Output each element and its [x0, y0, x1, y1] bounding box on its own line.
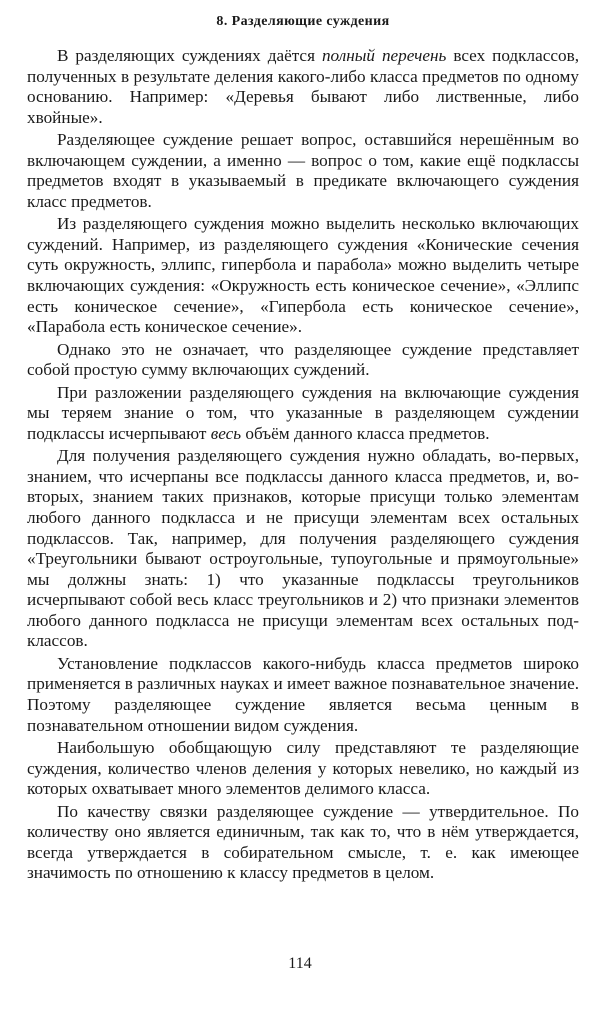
text: всех подклассов, полученных в результате деления какого-либо класса предметов по одному основанию. Например: «Деревья бывают либо лиственные, либо хвойные». [27, 46, 579, 127]
text: В разделяющих суждениях даётся [57, 46, 322, 65]
paragraph-8: Наибольшую обобщающую силу представляют те разделяющие суждения, количество членов деления у которых невелико, но каждый из которых охватывает много элементов делимого класса. [27, 738, 579, 799]
text: При разложении разделяющего суждения на включающие суждения мы теряем знание о том, что указанные в разделяющем суждении подклассы исчерпывают [27, 382, 579, 443]
paragraph-3: Из разделяющего суждения можно выделить несколько включающих суждений. Например, из разделяющего суждения «Конические сечения суть окружность, эллипс, гипербола и парабола» можно выделить четыре включающих суждения: «Окружность есть коническое сечение», «Эллипс есть коническое сечение», «Гипербола есть коническое сечение», «Парабола есть коническое сечение». [27, 214, 579, 337]
paragraph-1 [27, 46, 579, 128]
paragraph-5 [27, 383, 579, 445]
emphasis-text: весь [210, 423, 242, 443]
paragraph-2: Разделяющее суждение решает вопрос, оставшийся нерешённым во включающем суждении, а именно — вопрос о том, какие ещё подклассы предметов входят в указываемый в предикате включающего суждения класс предметов. [27, 130, 579, 211]
paragraph-4: Однако это не означает, что разделяющее суждение представляет собой простую сумму включающих суждений. [27, 339, 579, 380]
book-page [27, 0, 579, 884]
section-title: 8. Разделяющие суждения [216, 14, 390, 29]
page-number: 114 [288, 955, 312, 972]
paragraph-6: Для получения разделяющего суждения нужно обладать, во-первых, знанием, что исчерпаны все подклассы данного класса предметов, и, во-вторых, знанием таких признаков, которые присущи только элементам любого данного подкласса и не присущи элементам всех остальных подклассов. Так, например, для получения разделяющего суждения «Треугольники бывают остроугольные, тупоугольные и прямоугольные» мы должны знать: 1) что указанные подклассы треугольников исчерпывают собой весь класс треугольников и 2) что признаки элементов любого данного подкласса не присущи элементам всех остальных подклассов. [27, 446, 579, 651]
paragraph-7: Установление подклассов какого-нибудь класса предметов широко применяется в различных науках и имеет важное познавательное значение. Поэтому разделяющее суждение является весьма ценным в познавательном отношении видом суждения. [27, 653, 579, 735]
paragraph-9: По качеству связки разделяющее суждение — утвердительное. По количеству оно является единичным, так как то, что в нём утверждается, всегда утверждается в собирательном смысле, т. е. как имеющее значимость по отношению к классу предметов в целом. [27, 801, 579, 883]
emphasis-text: полный перечень [321, 46, 447, 65]
text: объём данного класса предметов. [241, 423, 490, 443]
